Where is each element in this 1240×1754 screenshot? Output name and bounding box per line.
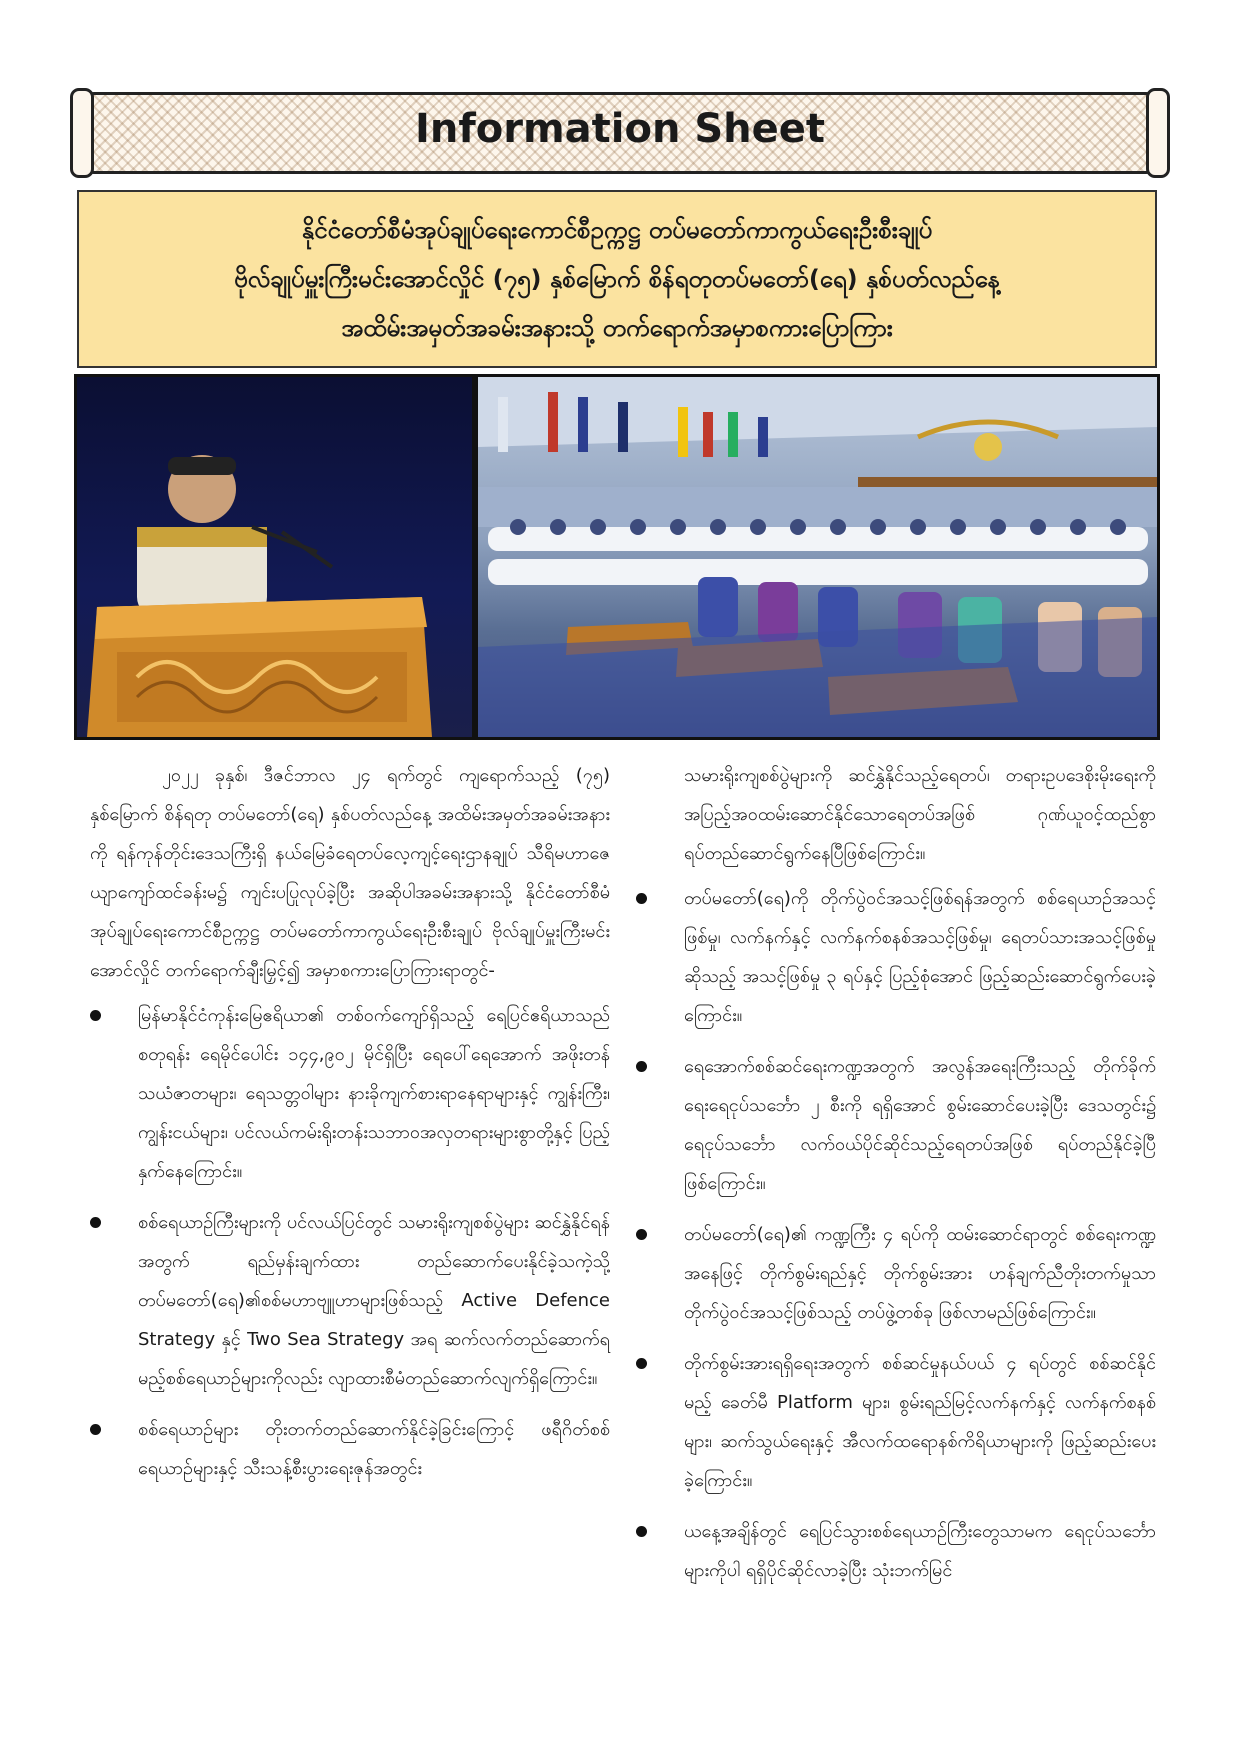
bullet-icon (636, 1526, 647, 1537)
bullet-icon (90, 1010, 101, 1021)
headline-box (77, 190, 1157, 368)
bullet-icon (636, 1229, 647, 1240)
banner-title: Information Sheet (414, 106, 826, 152)
list-item-text: မြန်မာနိုင်ငံကုန်းမြေဧရိယာ၏ တစ်ဝက်ကျော်ရှိသည့် ရေပြင်ဧရိယာသည် စတုရန်း ရေမိုင်ပေါင်း ၁၄၄,၉၀၂ မိုင်ရှိပြီး ရေပေါ်ရေအောက် အဖိုးတန်သယံဇာတများ၊ ရေသတ္တဝါများ နားခိုကျက်စားရာနေရာများနှင့် ကျွန်းကြီး၊ ကျွန်းငယ်များ၊ ပင်လယ်ကမ်းရိုးတန်းသဘာဝအလှတရားများစွာတို့နှင့် ပြည့်နှက်နေကြောင်း။ (138, 1005, 610, 1182)
list-item (90, 1410, 610, 1488)
photo-strip (74, 374, 1160, 740)
bullet-icon (636, 893, 647, 904)
bullet-icon (636, 1358, 647, 1369)
list-item-text: ယနေ့အချိန်တွင် ရေပြင်သွားစစ်ရေယာဉ်ကြီးတွေသာမက ရေငုပ်သင်္ဘောများကိုပါ ရရှိပိုင်ဆိုင်လာခဲ့ပြီး သုံးဘက်မြင် (684, 1521, 1156, 1581)
audience-hall-photo (478, 377, 1157, 737)
headline-line-3: အထိမ်းအမှတ်အခမ်းအနားသို့ တက်ရောက်အမှာစကားပြောကြား (341, 314, 893, 342)
list-item (90, 996, 610, 1191)
title-banner (70, 88, 1170, 178)
list-item (636, 1047, 1156, 1203)
bullet-icon (636, 1061, 647, 1072)
list-item (636, 879, 1156, 1035)
right-bullet-list (636, 879, 1156, 1590)
list-item-text: တပ်မတော်(ရေ)၏ ကဏ္ဍကြီး ၄ ရပ်ကို ထမ်းဆောင်ရာတွင် စစ်ရေးကဏ္ဍအနေဖြင့် တိုက်စွမ်းရည်နှင့် တိုက်စွမ်းအား ဟန်ချက်ညီတိုးတက်မှုသာ တိုက်ပွဲဝင်အသင့်ဖြစ်သည့် တပ်ဖွဲ့တစ်ခု ဖြစ်လာမည်ဖြစ်ကြောင်း။ (684, 1224, 1156, 1323)
speaker-photo-illustration (77, 377, 472, 737)
bullet-icon (90, 1424, 101, 1435)
list-item (636, 1344, 1156, 1500)
list-item (636, 1215, 1156, 1332)
bullet-icon (90, 1217, 101, 1228)
list-item-text: စစ်ရေယာဉ်များ တိုးတက်တည်ဆောက်နိုင်ခဲ့ခြင်းကြောင့် ဖရီဂိတ်စစ်ရေယာဉ်များနှင့် သီးသန့်စီးပွားရေးဇုန်အတွင်း (138, 1419, 610, 1479)
speaker-at-podium-photo (77, 377, 472, 737)
list-item-text: တပ်မတော်(ရေ)ကို တိုက်ပွဲဝင်အသင့်ဖြစ်ရန်အတွက် စစ်ရေယာဉ်အသင့်ဖြစ်မှု၊ လက်နက်နှင့် လက်နက်စနစ်အသင့်ဖြစ်မှု၊ ရေတပ်သားအသင့်ဖြစ်မှုဆိုသည့် အသင့်ဖြစ်မှု ၃ ရပ်နှင့် ပြည့်စုံအောင် ဖြည့်ဆည်းဆောင်ရွက်ပေးခဲ့ကြောင်း။ (684, 888, 1156, 1026)
continuation-paragraph: သမားရိုးကျစစ်ပွဲများကို ဆင်နွှဲနိုင်သည့်ရေတပ်၊ တရားဥပဒေစိုးမိုးရေးကို အပြည့်အဝထမ်းဆောင်နိုင်သောရေတပ်အဖြစ် ဂုဏ်ယူဝင့်ထည်စွာ ရပ်တည်ဆောင်ရွက်နေပြီဖြစ်ကြောင်း။ (684, 765, 1156, 864)
left-bullet-list (90, 996, 610, 1488)
list-item-text: တိုက်စွမ်းအားရရှိရေးအတွက် စစ်ဆင်မှုနယ်ပယ် ၄ ရပ်တွင် စစ်ဆင်နိုင်မည့် ခေတ်မီ Platform များ၊ စွမ်းရည်မြင့်လက်နက်နှင့် လက်နက်စနစ်များ၊ ဆက်သွယ်ရေးနှင့် အီလက်ထရောနစ်ကိရိယာများကို ဖြည့်ဆည်းပေးခဲ့ကြောင်း။ (684, 1353, 1156, 1491)
list-item (636, 1512, 1156, 1590)
headline-line-1: နိုင်ငံတော်စီမံအုပ်ချုပ်ရေးကောင်စီဥက္ကဋ္ဌ တပ်မတော်ကာကွယ်ရေးဦးစီးချုပ် (301, 216, 933, 244)
headline-line-2: ဗိုလ်ချုပ်မှူးကြီးမင်းအောင်လှိုင် (၇၅) နှစ်မြောက် စိန်ရတုတပ်မတော်(ရေ) နှစ်ပတ်လည်နေ့ (233, 265, 1001, 293)
left-column (90, 756, 610, 1488)
right-column (636, 756, 1156, 1590)
intro-paragraph: ၂၀၂၂ ခုနှစ်၊ ဒီဇင်ဘာလ ၂၄ ရက်တွင် ကျရောက်သည့် (၇၅) နှစ်မြောက် စိန်ရတု တပ်မတော်(ရေ) နှစ်ပတ်လည်နေ့ အထိမ်းအမှတ်အခမ်းအနားကို ရန်ကုန်တိုင်းဒေသကြီးရှိ နယ်မြေခံရေတပ်လေ့ကျင့်ရေးဌာနချုပ် သီရိမဟာဇေယျာကျော်ထင်ခန်းမ၌ ကျင်းပပြုလုပ်ခဲ့ပြီး အဆိုပါအခမ်းအနားသို့ နိုင်ငံတော်စီမံအုပ်ချုပ်ရေးကောင်စီဥက္ကဋ္ဌ တပ်မတော်ကာကွယ်ရေးဦးစီးချုပ် ဗိုလ်ချုပ်မှူးကြီးမင်းအောင်လှိုင် တက်ရောက်ချီးမြှင့်၍ အမှာစကားပြောကြားရာတွင်- (90, 765, 610, 981)
list-item (90, 1203, 610, 1398)
list-item-text: ရေအောက်စစ်ဆင်ရေးကဏ္ဍအတွက် အလွန်အရေးကြီးသည့် တိုက်ခိုက်ရေးရေငုပ်သင်္ဘော ၂ စီးကို ရရှိအောင် စွမ်းဆောင်ပေးခဲ့ပြီး ဒေသတွင်း၌ ရေငုပ်သင်္ဘော လက်ဝယ်ပိုင်ဆိုင်သည့်ရေတပ်အဖြစ် ရပ်တည်နိုင်ခဲ့ပြီဖြစ်ကြောင်း။ (684, 1056, 1156, 1194)
audience-photo-illustration (478, 377, 1157, 737)
list-item-text: စစ်ရေယာဉ်ကြီးများကို ပင်လယ်ပြင်တွင် သမားရိုးကျစစ်ပွဲများ ဆင်နွှဲနိုင်ရန်အတွက် ရည်မှန်းချက်ထား တည်ဆောက်ပေးနိုင်ခဲ့သကဲ့သို့ တပ်မတော်(ရေ)၏စစ်မဟာဗျူဟာများဖြစ်သည့် Active Defence Strategy နှင့် Two Sea Strategy အရ ဆက်လက်တည်ဆောက်ရမည့်စစ်ရေယာဉ်များကိုလည်း လျာထားစီမံတည်ဆောက်လျက်ရှိကြောင်း။ (138, 1212, 610, 1389)
